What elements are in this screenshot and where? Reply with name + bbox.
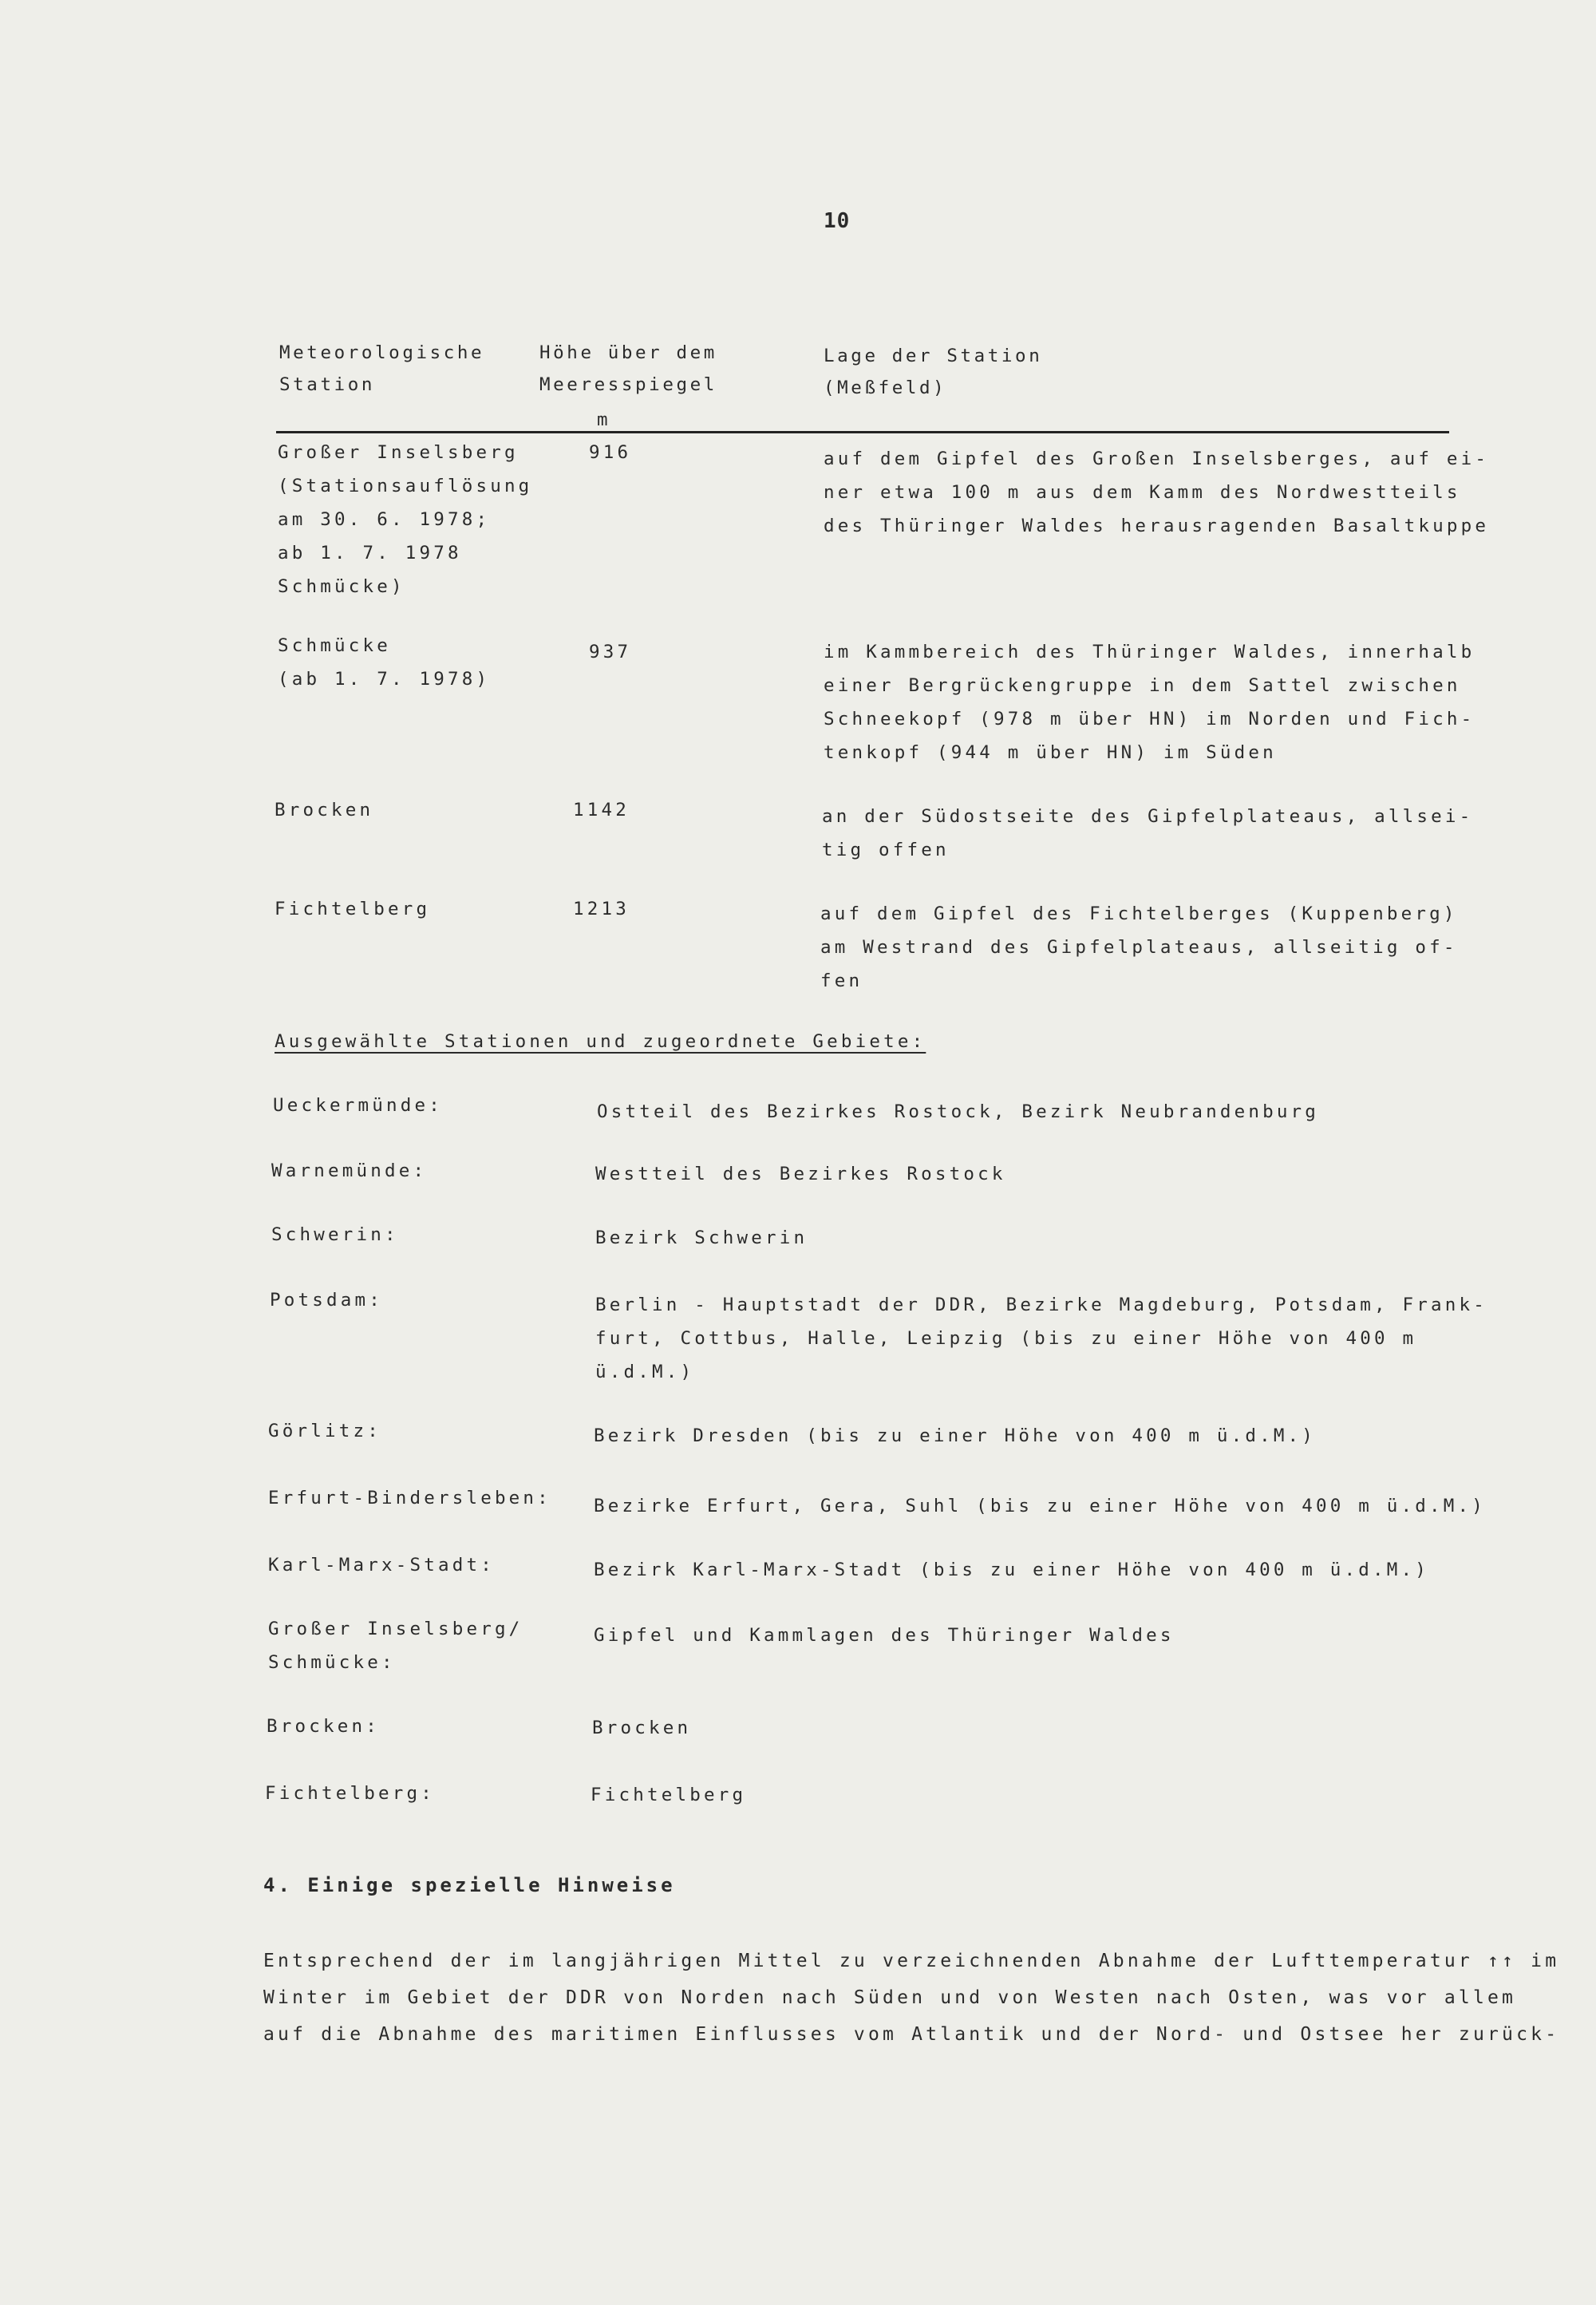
list-item-area: Fichtelberg <box>591 1785 747 1805</box>
section-paragraph: Entsprechend der im langjährigen Mittel zu verzeichnenden Abnahme der Lufttemperatur ↑↑ im Winter im Gebiet der DDR von Norden nach Süden und von Westen nach Osten, was vor allem auf die Abnahme des maritimen Einflusses vom Atlantik und der Nord- und Ostsee her zurück- <box>263 1951 1560 2045</box>
list-item-area: Bezirk Dresden (bis zu einer Höhe von 400 m ü.d.M.) <box>594 1425 1317 1446</box>
areas-heading: Ausgewählte Stationen und zugeordnete Gebiete: <box>275 1031 926 1052</box>
header-location: Lage der Station (Meßfeld) <box>824 346 1043 398</box>
table-row-location: auf dem Gipfel des Großen Inselsberges, auf ei- ner etwa 100 m aus dem Kamm des Nordwestteils des Thüringer Waldes herausragenden Basaltkuppe <box>824 449 1490 536</box>
list-item-area: Bezirk Karl-Marx-Stadt (bis zu einer Höhe von 400 m ü.d.M.) <box>594 1560 1430 1580</box>
header-station: Meteorologische Station <box>279 342 485 395</box>
list-item-area: Gipfel und Kammlagen des Thüringer Waldes <box>594 1625 1175 1646</box>
table-row-station: Brocken <box>275 800 374 820</box>
table-row-location: im Kammbereich des Thüringer Waldes, innerhalb einer Bergrückengruppe in dem Sattel zwischen Schneekopf (978 m über HN) im Norden und Fich- tenkopf (944 m über HN) im Süden <box>824 642 1476 763</box>
table-row-height: 937 <box>589 642 632 662</box>
list-item-station: Schwerin: <box>271 1224 399 1245</box>
list-item-area: Bezirke Erfurt, Gera, Suhl (bis zu einer Höhe von 400 m ü.d.M.) <box>594 1496 1487 1516</box>
list-item-station: Ueckermünde: <box>273 1095 443 1116</box>
list-item-area: Brocken <box>592 1718 692 1738</box>
list-item-station: Karl-Marx-Stadt: <box>268 1555 495 1576</box>
list-item-station: Brocken: <box>267 1716 380 1737</box>
page-number: 10 <box>824 209 851 233</box>
table-row-location: an der Südostseite des Gipfelplateaus, allsei- tig offen <box>822 806 1474 860</box>
list-item-station: Erfurt-Bindersleben: <box>268 1488 551 1508</box>
list-item-station: Fichtelberg: <box>265 1783 435 1804</box>
list-item-area: Berlin - Hauptstadt der DDR, Bezirke Magdeburg, Potsdam, Frank- furt, Cottbus, Halle, Leipzig (bis zu einer Höhe von 400 m ü.d.M.) <box>595 1295 1488 1382</box>
list-item-station: Görlitz: <box>268 1421 381 1441</box>
list-item-area: Bezirk Schwerin <box>595 1228 808 1248</box>
table-row-height: 916 <box>589 442 632 463</box>
list-item-area: Westteil des Bezirkes Rostock <box>595 1164 1006 1184</box>
table-row-station: Fichtelberg <box>275 899 431 919</box>
table-row-station: Schmücke (ab 1. 7. 1978) <box>278 635 491 690</box>
section-heading: 4. Einige spezielle Hinweise <box>263 1874 676 1896</box>
header-rule <box>276 431 1449 433</box>
list-item-station: Großer Inselsberg/ Schmücke: <box>268 1619 523 1673</box>
list-item-station: Potsdam: <box>270 1290 383 1311</box>
list-item-area: Ostteil des Bezirkes Rostock, Bezirk Neubrandenburg <box>597 1101 1320 1122</box>
header-height-unit: m <box>597 409 611 430</box>
table-row-height: 1213 <box>573 899 630 919</box>
header-height: Höhe über dem Meeresspiegel <box>539 342 717 395</box>
table-row-height: 1142 <box>573 800 630 820</box>
table-row-station: Großer Inselsberg (Stationsauflösung am 30. 6. 1978; ab 1. 7. 1978 Schmücke) <box>278 442 533 597</box>
table-row-location: auf dem Gipfel des Fichtelberges (Kuppenberg) am Westrand des Gipfelplateaus, allseitig of- fen <box>820 903 1458 991</box>
list-item-station: Warnemünde: <box>271 1160 428 1181</box>
